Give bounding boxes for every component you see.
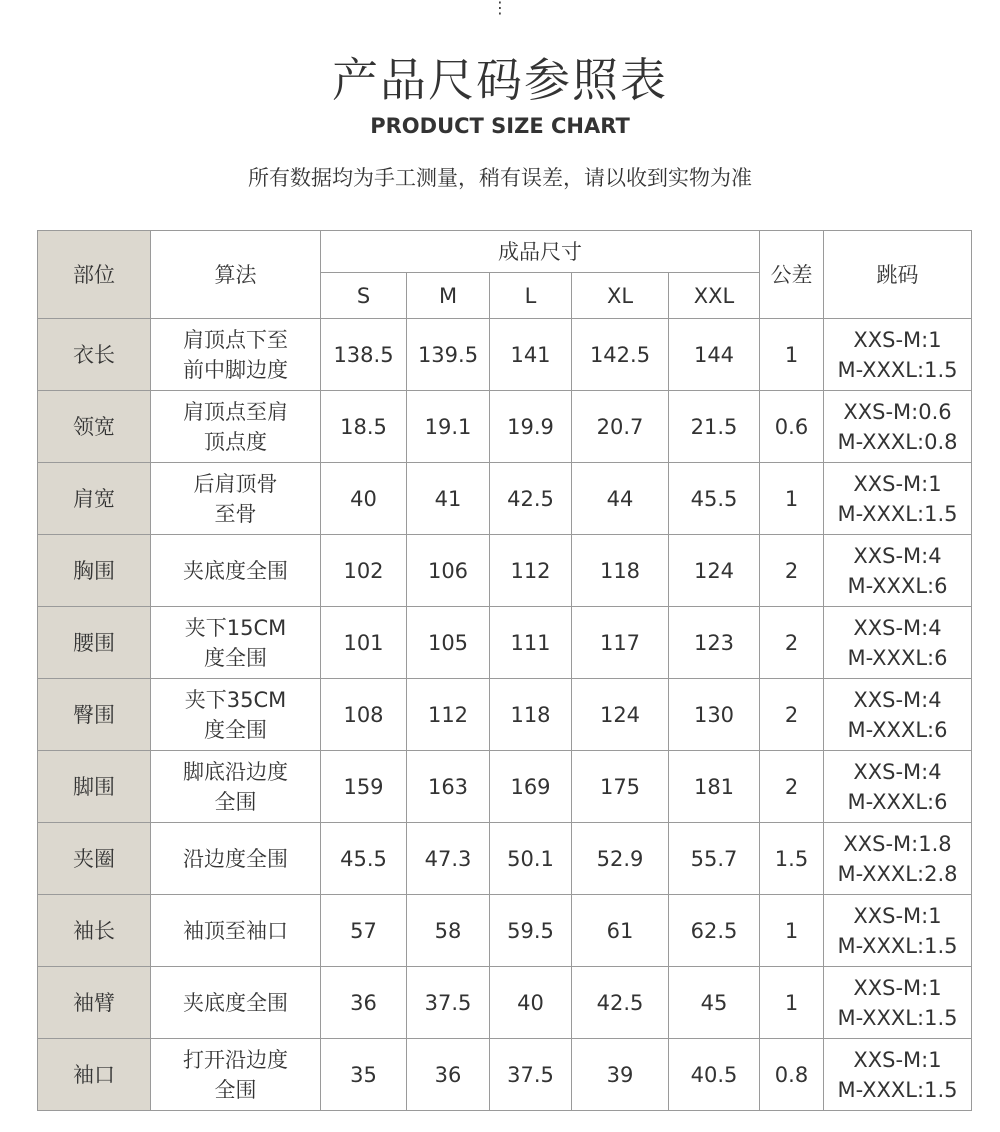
cell-size-value (407, 895, 490, 967)
table-row (38, 1039, 972, 1111)
cell-size-value (321, 319, 407, 391)
cell-tolerance (760, 895, 824, 967)
cell-size-value-text: 35 (350, 1062, 377, 1087)
header-size: M (407, 273, 490, 319)
cell-tolerance-text: 0.6 (774, 414, 809, 439)
more-vertical-icon[interactable]: ⋮ (492, 0, 508, 17)
cell-size-value-text: 50.1 (507, 846, 554, 871)
cell-part (38, 319, 151, 391)
cell-size-value-text: 159 (343, 774, 384, 799)
cell-method (151, 463, 321, 535)
cell-size-value (669, 895, 760, 967)
cell-size-value (490, 463, 572, 535)
cell-grade-text: XXS-M:1 (853, 903, 942, 928)
cell-part-text: 袖口 (73, 1062, 115, 1087)
cell-size-value-text: 36 (434, 1062, 462, 1087)
cell-size-value-text: 18.5 (340, 414, 387, 439)
cell-method-text: 度全围 (204, 645, 267, 670)
cell-size-value-text: 37.5 (507, 1062, 554, 1087)
cell-size-value-text: 112 (510, 558, 551, 583)
cell-size-value (490, 895, 572, 967)
cell-size-value-text: 106 (427, 558, 469, 583)
cell-size-value (669, 1039, 760, 1111)
cell-grade-text: XXS-M:4 (853, 615, 942, 640)
cell-tolerance (760, 823, 824, 895)
cell-grade-text: XXS-M:4 (853, 543, 942, 568)
table-row (38, 967, 972, 1039)
table-row (38, 895, 972, 967)
cell-method (151, 895, 321, 967)
cell-grade-text: XXS-M:4 (853, 687, 942, 712)
cell-method-text: 全围 (214, 789, 257, 814)
cell-size-value-text: 41 (434, 486, 462, 511)
cell-grade-text: M-XXXL:6 (847, 645, 948, 670)
cell-size-value (669, 967, 760, 1039)
cell-size-value-text: 21.5 (690, 414, 738, 439)
cell-part-text: 衣长 (73, 342, 115, 367)
cell-tolerance (760, 463, 824, 535)
cell-size-value-text: 169 (510, 774, 551, 799)
header-size: L (490, 273, 572, 319)
cell-size-value-text: 118 (510, 702, 551, 727)
table-row (38, 679, 972, 751)
cell-tolerance (760, 967, 824, 1039)
cell-size-value (407, 463, 490, 535)
cell-size-value (669, 463, 760, 535)
cell-size-value-text: 55.7 (690, 846, 738, 871)
header-grade: 跳码 (824, 231, 972, 319)
cell-size-value (669, 751, 760, 823)
cell-size-value (490, 823, 572, 895)
cell-size-value (572, 535, 669, 607)
cell-part-text: 夹圈 (73, 846, 115, 871)
cell-tolerance (760, 319, 824, 391)
size-chart-body (38, 319, 972, 1111)
cell-tolerance-text: 2 (784, 774, 799, 799)
cell-size-value-text: 112 (427, 702, 469, 727)
cell-size-value-text: 20.7 (596, 414, 644, 439)
cell-size-value (407, 967, 490, 1039)
cell-size-value (321, 679, 407, 751)
cell-size-value (572, 679, 669, 751)
cell-tolerance-text: 1 (784, 342, 799, 367)
cell-method-text: 脚底沿边度 (183, 759, 288, 784)
cell-part-text: 腰围 (73, 630, 115, 655)
cell-method-text: 肩顶点下至 (183, 327, 288, 352)
cell-size-value (669, 391, 760, 463)
size-chart-table (37, 230, 972, 1111)
cell-grade (824, 391, 972, 463)
cell-size-value-text: 40 (517, 990, 544, 1015)
cell-method (151, 535, 321, 607)
cell-size-value (321, 535, 407, 607)
cell-size-value-text: 61 (606, 918, 634, 943)
cell-grade (824, 751, 972, 823)
cell-tolerance (760, 679, 824, 751)
cell-grade (824, 895, 972, 967)
cell-size-value (572, 391, 669, 463)
header-size: XL (572, 273, 669, 319)
cell-grade-text: XXS-M:1 (853, 975, 942, 1000)
cell-size-value-text: 142.5 (589, 342, 651, 367)
header-tolerance: 公差 (760, 231, 824, 319)
cell-method (151, 319, 321, 391)
cell-size-value (572, 895, 669, 967)
cell-size-value (572, 1039, 669, 1111)
cell-part (38, 535, 151, 607)
cell-size-value (321, 607, 407, 679)
cell-size-value (321, 751, 407, 823)
cell-grade-text: M-XXXL:6 (847, 717, 948, 742)
cell-method-text: 沿边度全围 (183, 846, 288, 871)
header-part: 部位 (38, 231, 151, 319)
cell-size-value (490, 967, 572, 1039)
cell-method (151, 391, 321, 463)
cell-size-value (407, 751, 490, 823)
cell-size-value-text: 58 (434, 918, 462, 943)
cell-size-value-text: 141 (510, 342, 551, 367)
cell-size-value-text: 44 (606, 486, 634, 511)
cell-part (38, 463, 151, 535)
cell-grade-text: M-XXXL:1.5 (837, 933, 958, 958)
cell-size-value (407, 391, 490, 463)
cell-size-value-text: 144 (693, 342, 735, 367)
cell-grade (824, 823, 972, 895)
cell-grade (824, 607, 972, 679)
cell-size-value (490, 679, 572, 751)
cell-grade-text: M-XXXL:1.5 (837, 1005, 958, 1030)
cell-method (151, 679, 321, 751)
cell-size-value (490, 751, 572, 823)
cell-size-value-text: 181 (693, 774, 735, 799)
cell-size-value-text: 124 (599, 702, 641, 727)
table-row (38, 463, 972, 535)
cell-method-text: 夹底度全围 (183, 990, 288, 1015)
cell-method-text: 全围 (214, 1077, 257, 1102)
cell-part (38, 967, 151, 1039)
header-size-group: 成品尺寸 (321, 231, 760, 273)
cell-part (38, 607, 151, 679)
cell-size-value-text: 52.9 (596, 846, 644, 871)
cell-size-value (321, 391, 407, 463)
cell-size-value (407, 823, 490, 895)
cell-size-value (669, 607, 760, 679)
cell-grade-text: M-XXXL:6 (847, 573, 948, 598)
cell-method (151, 607, 321, 679)
cell-size-value-text: 42.5 (507, 486, 554, 511)
cell-size-value-text: 45 (700, 990, 728, 1015)
cell-method-text: 夹下35CM (184, 687, 287, 712)
table-row (38, 823, 972, 895)
cell-size-value (407, 1039, 490, 1111)
cell-size-value (321, 463, 407, 535)
cell-size-value-text: 59.5 (507, 918, 554, 943)
cell-tolerance-text: 1.5 (774, 846, 809, 871)
page-subtitle: PRODUCT SIZE CHART (370, 114, 630, 138)
cell-size-value-text: 37.5 (424, 990, 472, 1015)
cell-method (151, 751, 321, 823)
cell-tolerance (760, 535, 824, 607)
cell-part-text: 袖臂 (73, 990, 115, 1015)
cell-method (151, 823, 321, 895)
cell-size-value (669, 535, 760, 607)
cell-size-value (669, 823, 760, 895)
cell-grade-text: XXS-M:1 (853, 327, 942, 352)
cell-method-text: 夹底度全围 (183, 558, 288, 583)
cell-part (38, 391, 151, 463)
cell-method (151, 967, 321, 1039)
cell-size-value-text: 138.5 (333, 342, 394, 367)
cell-size-value-text: 118 (599, 558, 641, 583)
cell-size-value (490, 1039, 572, 1111)
cell-grade-text: M-XXXL:1.5 (837, 357, 958, 382)
cell-tolerance-text: 1 (784, 918, 799, 943)
cell-method-text: 夹下15CM (184, 615, 287, 640)
cell-size-value (407, 535, 490, 607)
cell-method-text: 袖顶至袖口 (183, 918, 288, 943)
cell-size-value-text: 19.9 (507, 414, 554, 439)
cell-size-value-text: 40 (350, 486, 377, 511)
cell-size-value-text: 57 (350, 918, 377, 943)
cell-size-value-text: 111 (510, 630, 551, 655)
cell-size-value (490, 607, 572, 679)
cell-size-value-text: 108 (343, 702, 384, 727)
cell-grade (824, 1039, 972, 1111)
cell-size-value (321, 823, 407, 895)
cell-grade-text: XXS-M:1.8 (843, 831, 952, 856)
cell-tolerance (760, 607, 824, 679)
cell-size-value-text: 163 (427, 774, 469, 799)
header-method: 算法 (151, 231, 321, 319)
cell-grade-text: XXS-M:1 (853, 1047, 942, 1072)
cell-size-value-text: 45.5 (340, 846, 387, 871)
cell-method-text: 度全围 (204, 717, 267, 742)
cell-size-value (407, 319, 490, 391)
cell-tolerance-text: 2 (784, 558, 799, 583)
cell-tolerance-text: 1 (784, 486, 799, 511)
cell-grade-text: M-XXXL:0.8 (837, 429, 958, 454)
cell-grade-text: M-XXXL:6 (847, 789, 948, 814)
cell-size-value-text: 117 (599, 630, 641, 655)
cell-part-text: 肩宽 (73, 486, 115, 511)
cell-tolerance-text: 0.8 (774, 1062, 809, 1087)
cell-part (38, 1039, 151, 1111)
cell-size-value (572, 607, 669, 679)
cell-tolerance (760, 751, 824, 823)
cell-tolerance-text: 2 (784, 630, 799, 655)
table-row (38, 535, 972, 607)
cell-tolerance-text: 2 (784, 702, 799, 727)
cell-grade-text: M-XXXL:2.8 (837, 861, 958, 886)
cell-size-value-text: 101 (343, 630, 384, 655)
cell-part (38, 823, 151, 895)
cell-size-value-text: 62.5 (690, 918, 738, 943)
cell-method-text: 打开沿边度 (183, 1047, 288, 1072)
cell-part (38, 895, 151, 967)
table-row (38, 607, 972, 679)
cell-size-value (572, 319, 669, 391)
cell-size-value-text: 45.5 (690, 486, 738, 511)
cell-grade (824, 967, 972, 1039)
cell-size-value (669, 679, 760, 751)
cell-method-text: 肩顶点至肩 (183, 399, 288, 424)
cell-grade (824, 535, 972, 607)
cell-part-text: 袖长 (73, 918, 115, 943)
cell-size-value-text: 42.5 (596, 990, 644, 1015)
cell-method-text: 后肩顶骨 (193, 471, 278, 496)
cell-size-value (669, 319, 760, 391)
cell-grade (824, 679, 972, 751)
cell-size-value (321, 967, 407, 1039)
cell-size-value (490, 319, 572, 391)
cell-method-text: 前中脚边度 (183, 357, 288, 382)
table-row (38, 751, 972, 823)
cell-size-value-text: 124 (693, 558, 735, 583)
cell-size-value-text: 139.5 (417, 342, 479, 367)
cell-size-value-text: 130 (693, 702, 735, 727)
cell-method (151, 1039, 321, 1111)
cell-size-value-text: 40.5 (690, 1062, 738, 1087)
cell-grade-text: M-XXXL:1.5 (837, 1077, 958, 1102)
cell-tolerance (760, 1039, 824, 1111)
cell-grade-text: M-XXXL:1.5 (837, 501, 958, 526)
cell-part (38, 679, 151, 751)
cell-size-value-text: 47.3 (424, 846, 472, 871)
cell-size-value (572, 463, 669, 535)
header-size: XXL (669, 273, 760, 319)
cell-size-value-text: 102 (343, 558, 384, 583)
cell-grade (824, 319, 972, 391)
cell-size-value (572, 751, 669, 823)
table-row (38, 319, 972, 391)
cell-size-value (490, 535, 572, 607)
cell-grade-text: XXS-M:4 (853, 759, 942, 784)
cell-size-value-text: 36 (350, 990, 377, 1015)
cell-size-value (407, 679, 490, 751)
cell-part (38, 751, 151, 823)
cell-size-value (572, 967, 669, 1039)
cell-tolerance-text: 1 (784, 990, 799, 1015)
page-title: 产品尺码参照表 (332, 53, 668, 107)
cell-method-text: 至骨 (214, 501, 257, 526)
cell-part-text: 臀围 (73, 702, 115, 727)
cell-part-text: 胸围 (73, 558, 115, 583)
cell-grade (824, 463, 972, 535)
cell-size-value (407, 607, 490, 679)
cell-size-value-text: 39 (606, 1062, 634, 1087)
cell-method-text: 顶点度 (204, 429, 267, 454)
cell-size-value-text: 19.1 (424, 414, 472, 439)
cell-size-value-text: 175 (599, 774, 641, 799)
cell-size-value (490, 391, 572, 463)
cell-size-value (572, 823, 669, 895)
cell-tolerance (760, 391, 824, 463)
cell-size-value-text: 123 (693, 630, 735, 655)
cell-grade-text: XXS-M:0.6 (843, 399, 952, 424)
cell-part-text: 脚围 (73, 774, 115, 799)
cell-size-value (321, 1039, 407, 1111)
table-row (38, 391, 972, 463)
cell-size-value-text: 105 (427, 630, 469, 655)
cell-part-text: 领宽 (73, 414, 115, 439)
measurement-note: 所有数据均为手工测量，稍有误差，请以收到实物为准 (248, 166, 752, 190)
header-size: S (321, 273, 407, 319)
cell-grade-text: XXS-M:1 (853, 471, 942, 496)
cell-size-value (321, 895, 407, 967)
